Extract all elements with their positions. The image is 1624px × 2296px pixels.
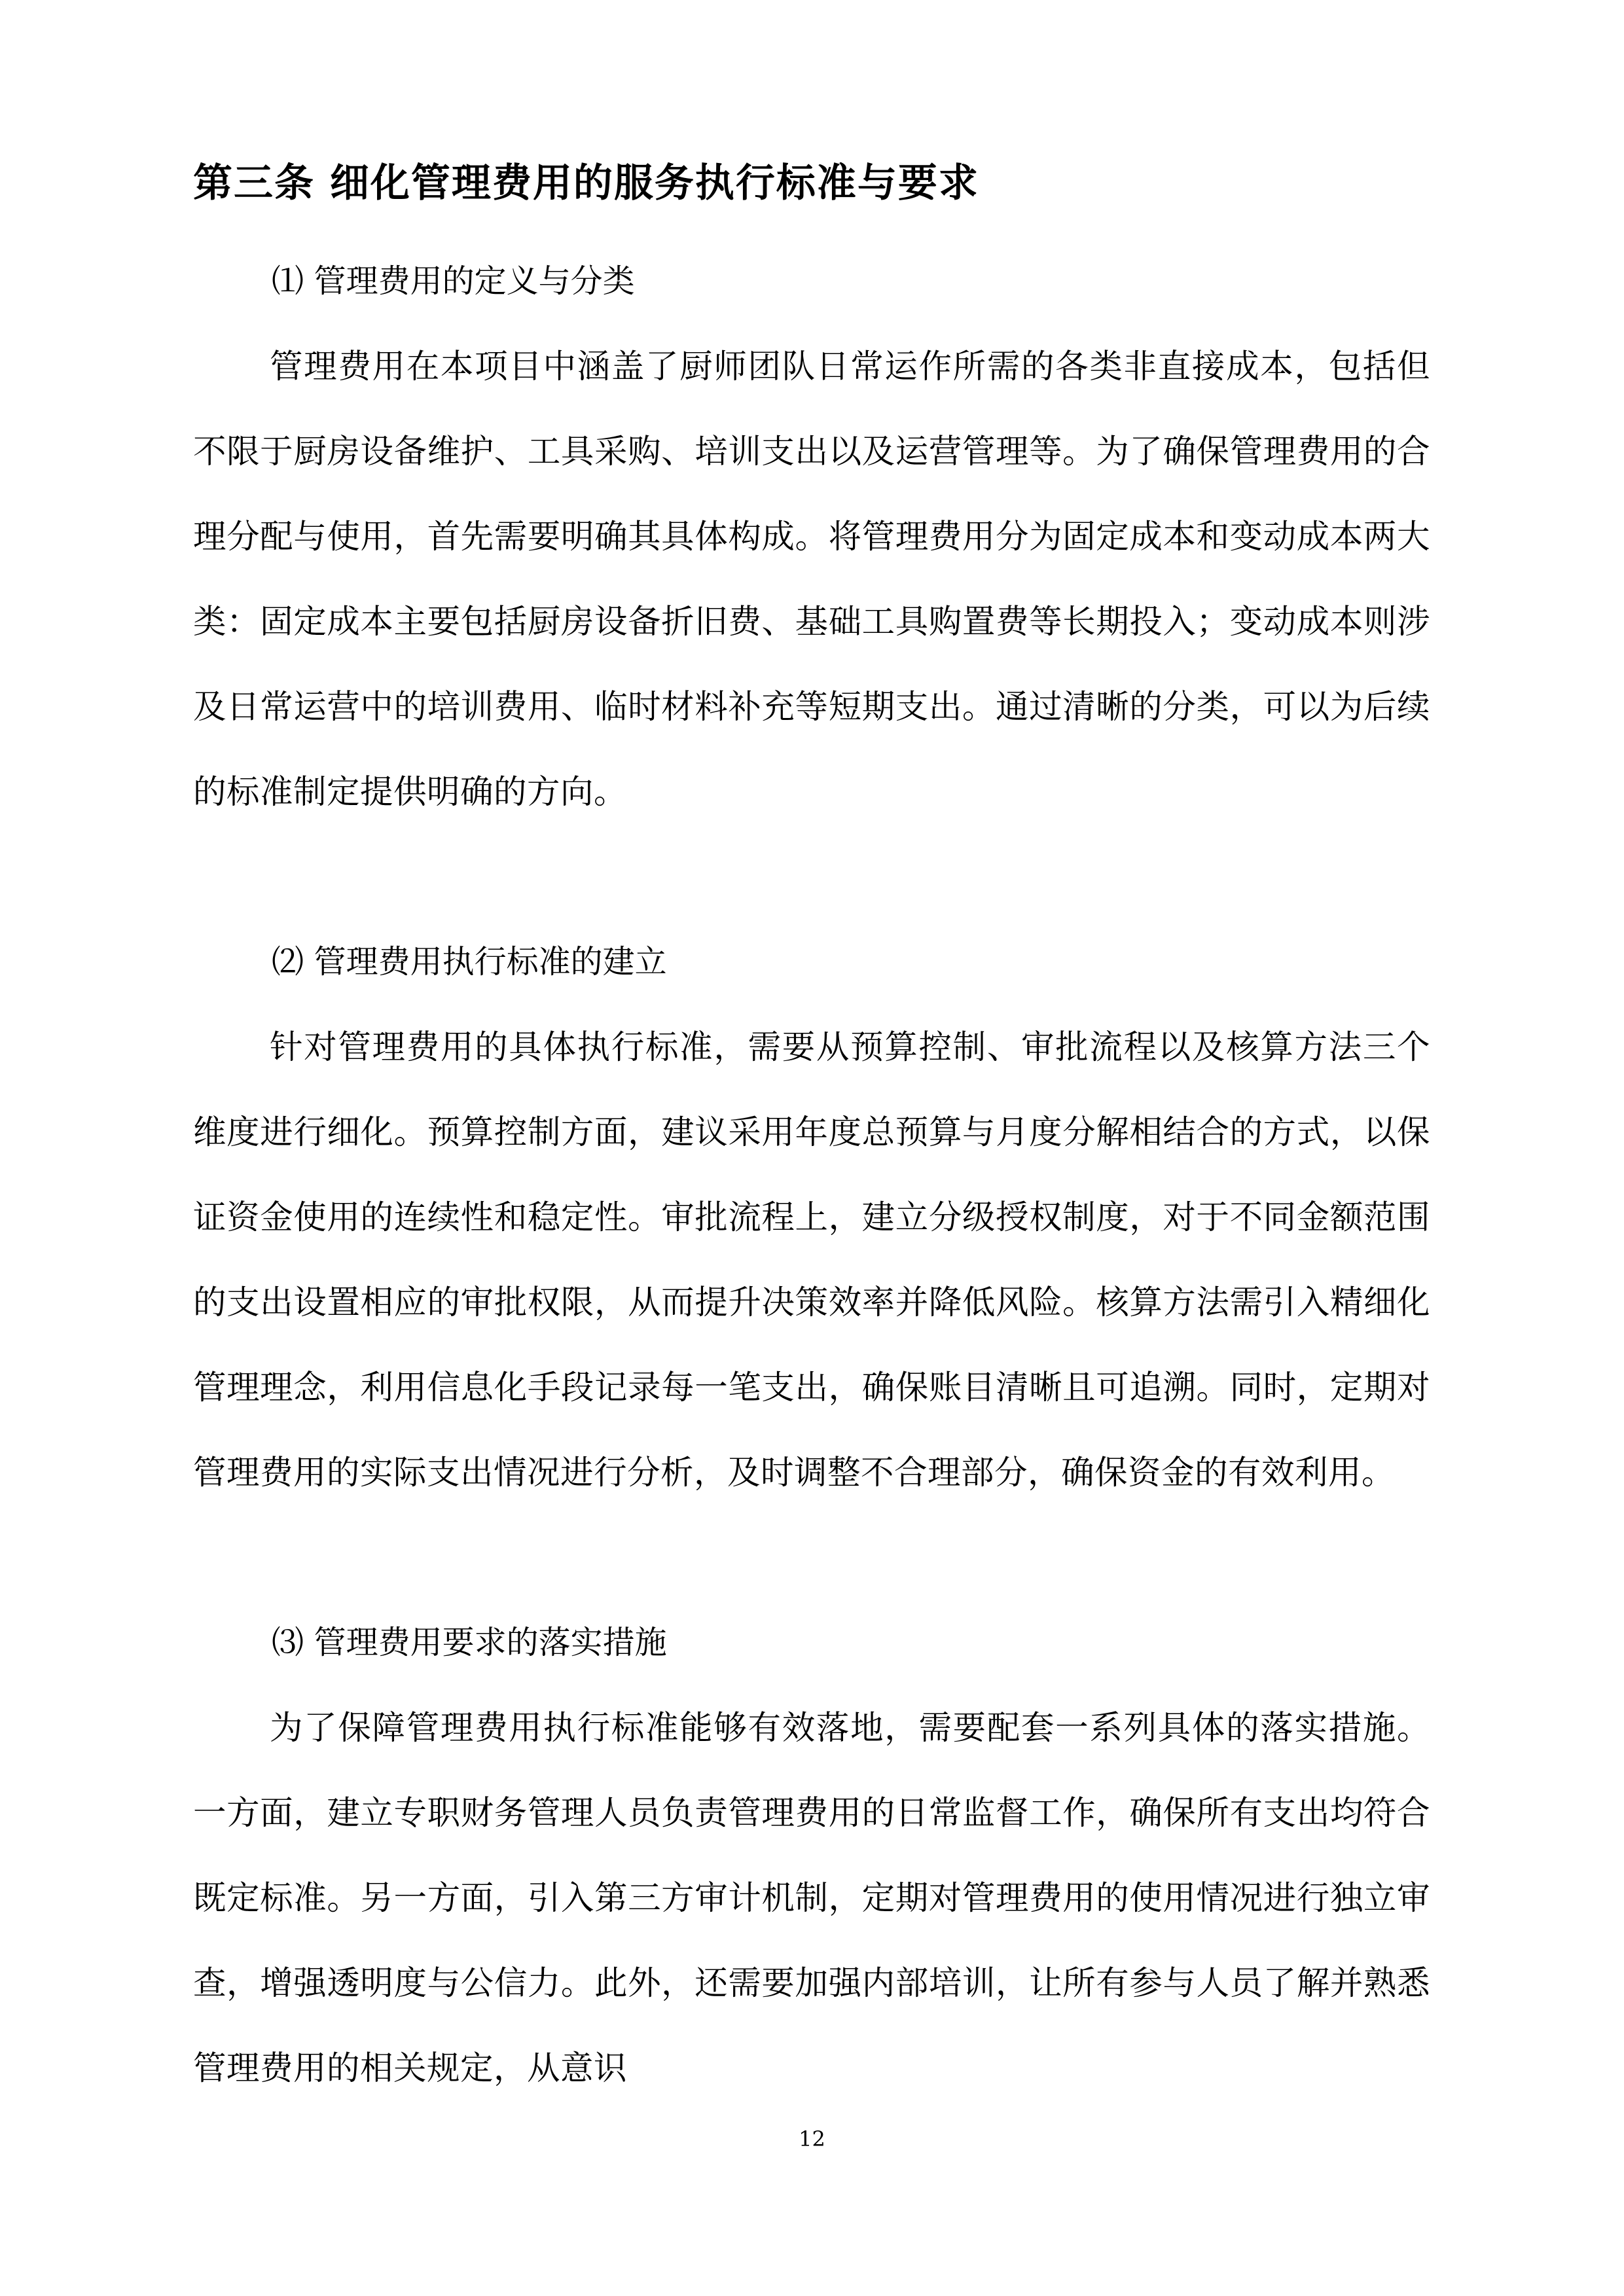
section-paragraph: 管理费用在本项目中涵盖了厨师团队日常运作所需的各类非直接成本，包括但不限于厨房设备维护、工具采购、培训支出以及运营管理等。为了确保管理费用的合理分配与使用，首先需要明确其具体构成。将管理费用分为固定成本和变动成本两大类：固定成本主要包括厨房设备折旧费、基础工具购置费等长期投入；变动成本则涉及日常运营中的培训费用、临时材料补充等短期支出。通过清晰的分类，可以为后续的标准制定提供明确的方向。 xyxy=(193,347,1430,811)
page-number: 12 xyxy=(799,2126,825,2151)
section-heading: ⑵ 管理费用执行标准的建立 xyxy=(272,943,667,980)
section-paragraph: 针对管理费用的具体执行标准，需要从预算控制、审批流程以及核算方法三个维度进行细化。预算控制方面，建议采用年度总预算与月度分解相结合的方式，以保证资金使用的连续性和稳定性。审批流程上，建立分级授权制度，对于不同金额范围的支出设置相应的审批权限，从而提升决策效率并降低风险。核算方法需引入精细化管理理念，利用信息化手段记录每一笔支出，确保账目清晰且可追溯。同时，定期对管理费用的实际支出情况进行分析，及时调整不合理部分，确保资金的有效利用。 xyxy=(193,1028,1430,1492)
article-title: 第三条 细化管理费用的服务执行标准与要求 xyxy=(193,160,979,206)
section-3 xyxy=(193,1600,1430,2111)
section-1 xyxy=(193,239,1430,834)
section-2 xyxy=(193,920,1430,1515)
section-paragraph: 为了保障管理费用执行标准能够有效落地，需要配套一系列具体的落实措施。一方面，建立专职财务管理人员负责管理费用的日常监督工作，确保所有支出均符合既定标准。另一方面，引入第三方审计机制，定期对管理费用的使用情况进行独立审查，增强透明度与公信力。此外，还需要加强内部培训，让所有参与人员了解并熟悉管理费用的相关规定，从意识 xyxy=(193,1708,1430,2087)
section-heading: ⑴ 管理费用的定义与分类 xyxy=(272,262,635,300)
section-heading: ⑶ 管理费用要求的落实措施 xyxy=(272,1624,667,1661)
